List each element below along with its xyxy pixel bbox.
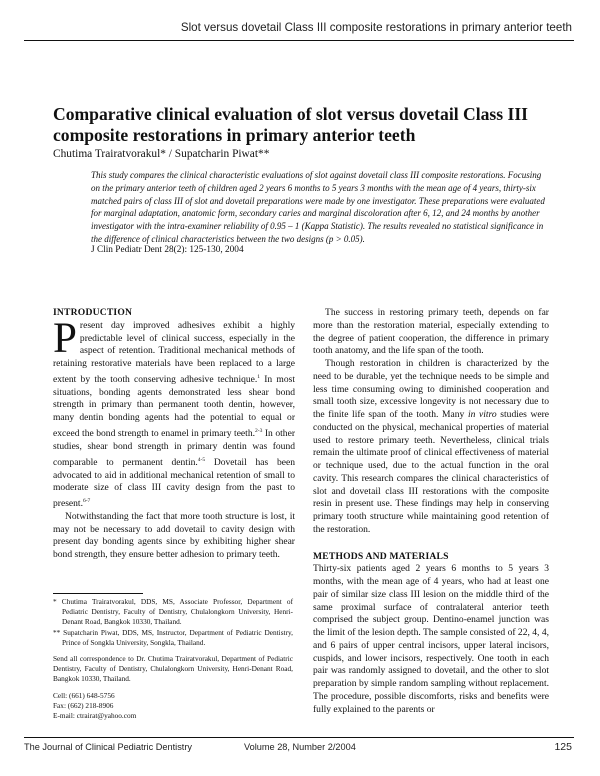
page-number: 125 (554, 741, 572, 753)
intro-paragraph-2: Notwithstanding the fact that more tooth structure is lost, it may not be necessary to add dovetail to cavity design with present day bonding agents since by exhibiting higher shear bond strength, they ensure better adhesion to primary teeth. (53, 510, 295, 561)
methods-heading: METHODS AND MATERIALS (313, 550, 449, 562)
introduction-heading: INTRODUCTION (53, 307, 133, 318)
footnotes (53, 597, 293, 721)
running-header: Slot versus dovetail Class III composite restorations in primary anterior teeth (180, 21, 572, 34)
footnote-rule (53, 593, 143, 594)
footer-journal: The Journal of Clinical Pediatric Dentistry (24, 742, 192, 752)
left-column (53, 307, 295, 562)
right-column (313, 307, 549, 716)
drop-cap: P (53, 314, 77, 362)
email-address: E-mail: ctrairat@yahoo.com (53, 711, 137, 721)
footer-volume: Volume 28, Number 2/2004 (244, 742, 356, 752)
fax-number: Fax: (662) 218-8906 (53, 700, 114, 710)
authors: Chutima Trairatvorakul* / Supatcharin Piwat** (53, 148, 270, 160)
intro-paragraph-1: Present day improved adhesives exhibit a highly predictable level of clinical success, especially in the aspect of retention. Traditional mechanical methods of retaining restorative materials have been replaced to a large extent by the tooth conserving adhesive technique.$^1$ In most situations, bonding agents demonstrated less shear bond strength in primary than permanent tooth dentin, however, many dentin bonding agents had the potential to equal or exceed the bond strength to enamel in primary teeth.$^{2-3}$ In other studies, shear bond strength in primary dentin was found comparable to permanent dentin.$^{4-5}$ Dovetail has been advocated to aid in additional mechanical retention of small to moderate size of class III cavity design from the past to present.$^{6-7}$ (53, 314, 295, 510)
citation: J Clin Pediatr Dent 28(2): 125-130, 2004 (91, 245, 244, 255)
right-paragraph-1: The success in restoring primary teeth, depends on far more than the restoration material, especially extending to the degree of patient cooperation, the difference in primary tooth anatomy, and the life span of the tooth. (313, 307, 549, 357)
footer-rule (24, 737, 574, 738)
abstract: This study compares the clinical characteristic evaluations of slot against dovetail class III composite restorations. Focusing on the primary anterior teeth of children aged 2 years 6 months to 5 years 3 months with the mean age of 4 years, thirty-six matched pairs of class III of slot and dovetail preparations were made by one investigator. These preparations were evaluated for marginal adaptation, anatomic form, secondary caries and marginal discoloration after 6, 12, and 24 months by another investigator with the intra-examiner reliability of 0.95 – 1 (Kappa Statistic). The results revealed no statistical significance in the difference of clinical characteristics between the two designs (p > 0.05). (91, 170, 545, 244)
header-rule (24, 40, 574, 41)
correspondence: Send all correspondence to Dr. Chutima Trairatvorakul, Department of Pediatric Dentistry, Faculty of Dentistry, Chulalongkorn University, Henri-Denant Road, Bangkok 10330, Thailand. (53, 654, 293, 684)
article-title: Comparative clinical evaluation of slot versus dovetail Class III composite restorations in primary anterior teeth (53, 104, 529, 145)
footnote-author-1: * Chutima Trairatvorakul, DDS, MS, Associate Professor, Department of Pediatric Dentistry, Faculty of Dentistry, Chulalongkorn University, Henri-Denant Road, Bangkok 10330, Thailand. (53, 597, 293, 627)
methods-paragraph: Thirty-six patients aged 2 years 6 months to 5 years 3 months, with the mean age of 4 years, who had at least one pair of similar size class III lesion on the middle third of the same proximal surface of contralateral anterior teeth comprised the subject group. Dentino-enamel junction was the limit of the lesion depth. The sample consisted of 22, 4, 4, and 6 pairs of upper central incisors, upper lateral incisors, cuspids, and lower incisors, respectively. One tooth in each pair was randomly assigned to dovetail, and the other to slot preparation by simple random sampling without replacement. The procedure, possible discomforts, risks and benefits were fully explained to the parents or (313, 563, 549, 715)
right-paragraph-2: Though restoration in children is characterized by the need to be durable, yet the technique needs to be simple and less time consuming owing to diminished cooperation and small tooth size, excessive longevity is not necessary due to the finite life span of the tooth. Many in vitro studies were conducted on the physical, mechanical properties of material used to restore primary teeth. Nevertheless, clinical trials remain the ultimate proof of clinical effectiveness of material or technique used, due to the actual function in the oral cavity. This research compares the clinical characteristics of slot and dovetail class III restorations with the composite resin in present use. These findings may help in conserving primary tooth structure while maintaining good retention of the restoration. (313, 358, 549, 535)
cell-phone: Cell: (661) 648-5756 (53, 690, 115, 700)
footnote-author-2: ** Supatcharin Piwat, DDS, MS, Instructor, Department of Pediatric Dentistry, Prince of Songkla University, Songkla, Thailand. (53, 627, 293, 647)
